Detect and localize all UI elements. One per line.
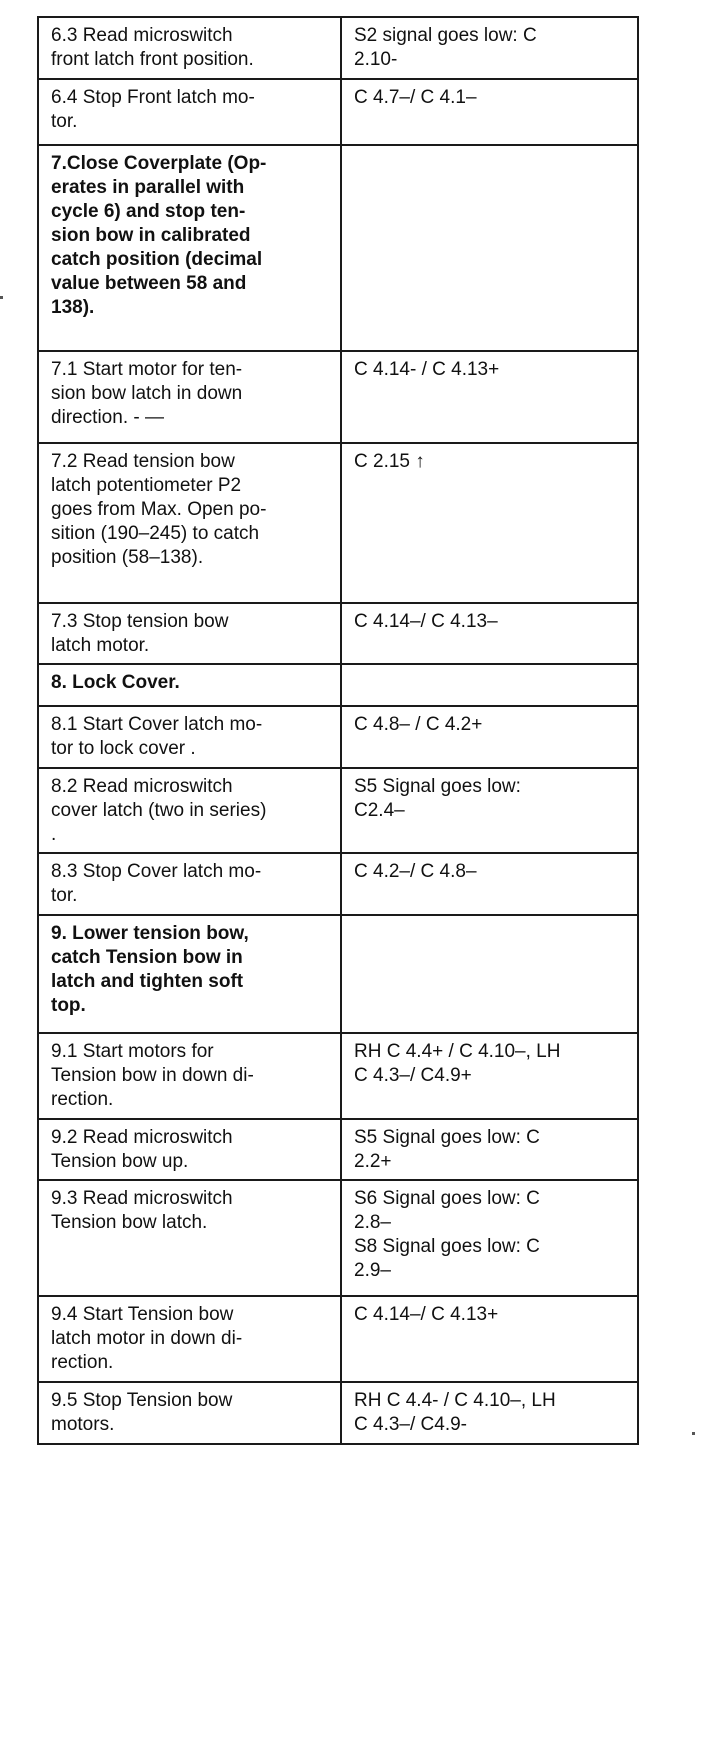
table-row xyxy=(38,706,638,768)
signal-cell: C 4.14–/ C 4.13– xyxy=(341,603,638,664)
step-heading-cell: 7.Close Coverplate (Op- erates in parallel with cycle 6) and stop ten- sion bow in calibrated catch position (decimal value between 58 and 138). xyxy=(38,145,341,351)
table-row xyxy=(38,351,638,443)
signal-cell xyxy=(341,664,638,706)
signal-cell: S5 Signal goes low: C 2.2+ xyxy=(341,1119,638,1180)
step-action-cell: 6.4 Stop Front latch mo- tor. xyxy=(38,79,341,145)
signal-cell: RH C 4.4- / C 4.10–, LH C 4.3–/ C4.9- xyxy=(341,1382,638,1444)
signal-cell: C 2.15 ↑ xyxy=(341,443,638,603)
step-action-cell: 9.5 Stop Tension bow motors. xyxy=(38,1382,341,1444)
table-row xyxy=(38,1180,638,1296)
table-row xyxy=(38,768,638,853)
table-row xyxy=(38,145,638,351)
signal-cell: C 4.14- / C 4.13+ xyxy=(341,351,638,443)
step-action-cell: 9.1 Start motors for Tension bow in down di- rection. xyxy=(38,1033,341,1119)
table-row xyxy=(38,17,638,79)
procedure-table-container xyxy=(37,16,637,1445)
table-row xyxy=(38,1382,638,1444)
step-action-cell: 8.2 Read microswitch cover latch (two in series) . xyxy=(38,768,341,853)
table-row xyxy=(38,603,638,664)
step-action-cell: 9.4 Start Tension bow latch motor in down di- rection. xyxy=(38,1296,341,1382)
signal-cell xyxy=(341,145,638,351)
procedure-table xyxy=(37,16,639,1445)
signal-cell: C 4.14–/ C 4.13+ xyxy=(341,1296,638,1382)
signal-cell: C 4.7–/ C 4.1– xyxy=(341,79,638,145)
signal-cell: RH C 4.4+ / C 4.10–, LH C 4.3–/ C4.9+ xyxy=(341,1033,638,1119)
step-action-cell: 7.1 Start motor for ten- sion bow latch in down direction. - — xyxy=(38,351,341,443)
step-action-cell: 8.1 Start Cover latch mo- tor to lock cover . xyxy=(38,706,341,768)
scan-speck xyxy=(692,1432,695,1435)
step-heading-cell: 9. Lower tension bow, catch Tension bow in latch and tighten soft top. xyxy=(38,915,341,1033)
step-action-cell: 9.2 Read microswitch Tension bow up. xyxy=(38,1119,341,1180)
scan-speck xyxy=(0,296,3,299)
step-action-cell: 8.3 Stop Cover latch mo- tor. xyxy=(38,853,341,915)
table-row xyxy=(38,1033,638,1119)
step-action-cell: 7.2 Read tension bow latch potentiometer P2 goes from Max. Open po- sition (190–245) to catch position (58–138). xyxy=(38,443,341,603)
procedure-table-body xyxy=(38,17,638,1444)
table-row xyxy=(38,443,638,603)
signal-cell: C 4.8– / C 4.2+ xyxy=(341,706,638,768)
table-row xyxy=(38,79,638,145)
table-row xyxy=(38,853,638,915)
table-row xyxy=(38,664,638,706)
table-row xyxy=(38,1296,638,1382)
step-heading-cell: 8. Lock Cover. xyxy=(38,664,341,706)
table-row xyxy=(38,915,638,1033)
step-action-cell: 7.3 Stop tension bow latch motor. xyxy=(38,603,341,664)
signal-cell xyxy=(341,915,638,1033)
signal-cell: S2 signal goes low: C 2.10- xyxy=(341,17,638,79)
signal-cell: S5 Signal goes low: C2.4– xyxy=(341,768,638,853)
step-action-cell: 9.3 Read microswitch Tension bow latch. xyxy=(38,1180,341,1296)
step-action-cell: 6.3 Read microswitch front latch front position. xyxy=(38,17,341,79)
signal-cell: S6 Signal goes low: C 2.8– S8 Signal goes low: C 2.9– xyxy=(341,1180,638,1296)
signal-cell: C 4.2–/ C 4.8– xyxy=(341,853,638,915)
table-row xyxy=(38,1119,638,1180)
